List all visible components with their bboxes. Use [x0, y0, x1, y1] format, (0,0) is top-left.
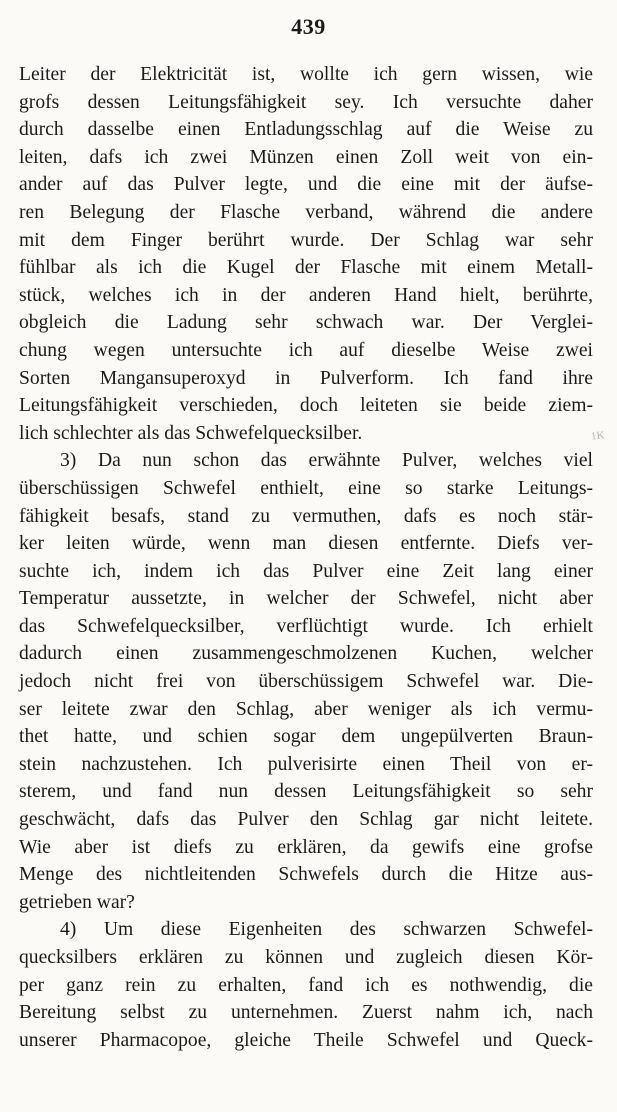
margin-annotation: 1K: [590, 429, 606, 443]
text-line: dadurch einen zusammengeschmolzenen Kuchen, welcher: [19, 643, 593, 665]
paragraph-end-line: getrieben war?: [19, 891, 135, 913]
text-line: Leiter der Elektricität ist, wollte ich gern wissen, wie: [19, 64, 593, 85]
text-line: stück, welches ich in der anderen Hand hielt, berührte,: [19, 284, 593, 306]
page-number: 439: [291, 14, 326, 39]
text-line: unserer Pharmacopoe, gleiche Theile Schwefel und Queck-: [19, 1029, 593, 1051]
text-line: überschüssigen Schwefel enthielt, eine so starke Leitungs-: [19, 477, 593, 499]
text-line: das Schwefelquecksilber, verflüchtigt wurde. Ich erhielt: [19, 615, 593, 637]
text-line: thet hatte, und schien sogar dem ungepülverten Braun-: [19, 726, 593, 748]
text-line: chung wegen untersuchte ich auf dieselbe Weise zwei: [19, 339, 593, 361]
paragraph-start-line: 4) Um diese Eigenheiten des schwarzen Schwefel-: [60, 919, 593, 941]
text-line: fühlbar als ich die Kugel der Flasche mit einem Metall-: [19, 257, 593, 279]
text-line: ander auf das Pulver legte, und die eine mit der äufse-: [19, 174, 593, 196]
text-line: Bereitung selbst zu unternehmen. Zuerst nahm ich, nach: [19, 1002, 593, 1024]
text-line: mit dem Finger berührt wurde. Der Schlag war sehr: [19, 229, 593, 251]
text-line: per ganz rein zu erhalten, fand ich es nothwendig, die: [19, 974, 593, 996]
text-line: grofs dessen Leitungsfähigkeit sey. Ich versuchte daher: [19, 91, 593, 113]
text-line: ren Belegung der Flasche verband, während die andere: [19, 201, 593, 223]
text-line: fähigkeit besafs, stand zu vermuthen, dafs es noch stär-: [19, 505, 593, 527]
text-line: geschwächt, dafs das Pulver den Schlag gar nicht leitete.: [19, 809, 593, 831]
paragraph-end-line: lich schlechter als das Schwefelquecksilber.: [19, 422, 363, 444]
text-line: leiten, dafs ich zwei Münzen einen Zoll weit von ein-: [19, 146, 593, 168]
text-line: obgleich die Ladung sehr schwach war. Der Verglei-: [19, 312, 593, 334]
text-line: sterem, und fand nun dessen Leitungsfähigkeit so sehr: [19, 781, 593, 803]
paragraph-start-line: 3) Da nun schon das erwähnte Pulver, welches viel: [60, 450, 593, 472]
text-line: stein nachzustehen. Ich pulverisirte einen Theil von er-: [19, 753, 593, 775]
text-line: Menge des nichtleitenden Schwefels durch die Hitze aus-: [19, 864, 593, 886]
body-text: [19, 61, 593, 1054]
text-line: Temperatur aussetzte, in welcher der Schwefel, nicht aber: [19, 588, 593, 610]
text-line: Sorten Mangansuperoxyd in Pulverform. Ich fand ihre: [19, 367, 593, 389]
text-line: ker leiten würde, wenn man diesen entfernte. Diefs ver-: [19, 533, 593, 555]
text-line: Wie aber ist diefs zu erklären, da gewifs eine grofse: [19, 836, 593, 858]
text-line: jedoch nicht frei von überschüssigem Schwefel war. Die-: [19, 671, 593, 693]
text-line: durch dasselbe einen Entladungsschlag auf die Weise zu: [19, 119, 593, 141]
text-line: Leitungsfähigkeit verschieden, doch leiteten sie beide ziem-: [19, 395, 593, 417]
text-line: suchte ich, indem ich das Pulver eine Zeit lang einer: [19, 560, 593, 582]
text-line: ser leitete zwar den Schlag, aber weniger als ich vermu-: [19, 698, 593, 720]
text-line: quecksilbers erklären zu können und zugleich diesen Kör-: [19, 947, 593, 968]
